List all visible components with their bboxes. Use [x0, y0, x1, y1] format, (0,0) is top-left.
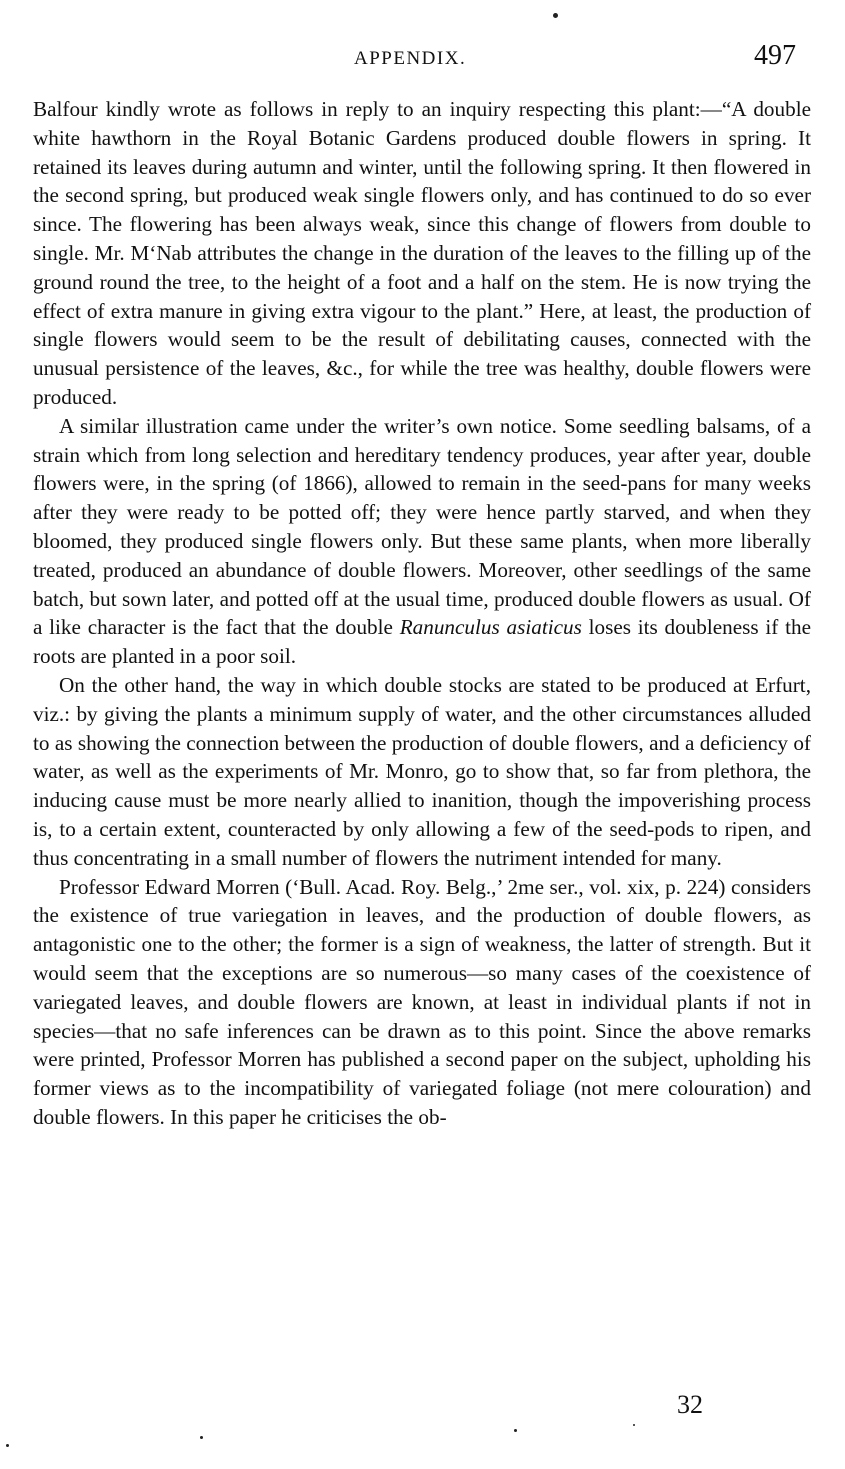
- paragraph-3: On the other hand, the way in which double stocks are stated to be produced at Erfurt, viz.: by giving the plants a minimum supply of water, and the other circumstances alluded to as showing the connection between the production of double flowers, and a deficiency of water, as well as the experiments of Mr. Monro, go to show that, so far from plethora, the inducing cause must be more nearly allied to inanition, though the impoverishing process is, to a certain extent, counteracted by only allowing a few of the seed-pods to ripen, and thus concentrating in a small number of flowers the nutriment intended for many.: [33, 672, 811, 870]
- ink-speck: [200, 1436, 203, 1439]
- body-text: [33, 95, 811, 1132]
- page-number: 497: [754, 40, 796, 71]
- paragraph-4: Professor Edward Morren (‘Bull. Acad. Roy. Belg.,’ 2me ser., vol. xix, p. 224) considers the existence of true variegation in leaves, and the production of double flowers, as antagonistic one to the other; the former is a sign of weakness, the latter of strength. But it would seem that the exceptions are so numerous—so many cases of the coexistence of variegated leaves, and double flowers are known, at least in individual plants if not in species—that no safe inferences can be drawn as to this point. Since the above remarks were printed, Professor Morren has published a second paper on the subject, upholding his former views as to the incompatibility of variegated foliage (not mere colouration) and double flowers. In this paper he criticises the ob-: [33, 874, 811, 1129]
- species-name-italic: Ranunculus asiaticus: [399, 615, 582, 640]
- paragraph-2-text-before: A similar illustration came under the writer’s own notice. Some seedling balsams, of a strain which from long selection and hereditary tendency produces, year after year, double flowers were, in the spring (of 1866), allowed to remain in the seed-pans for many weeks after they were ready to be potted off; they were hence partly starved, and when they bloomed, they produced single flowers only. But these same plants, when more liberally treated, produced an abundance of double flowers. Moreover, other seedlings of the same batch, but sown later, and potted off at the usual time, produced double flowers as usual. Of a like character is the fact that the double: [33, 413, 811, 640]
- signature-mark: 32: [677, 1390, 703, 1419]
- paragraph-1: Balfour kindly wrote as follows in reply to an inquiry respecting this plant:—“A double white hawthorn in the Royal Botanic Gardens produced double flowers in spring. It retained its leaves during autumn and winter, until the following spring. It then flowered in the second spring, but produced weak single flowers only, and has continued to do so ever since. The flowering has been always weak, since this change of flowers from double to single. Mr. M‘Nab attributes the change in the duration of the leaves to the filling up of the ground round the tree, to the height of a foot and a half on the stem. He is now trying the effect of extra manure in giving extra vigour to the plant.” Here, at least, the production of single flowers would seem to be the result of debilitating causes, connected with the unusual persistence of the leaves, &c., for while the tree was healthy, double flowers were produced.: [33, 97, 811, 409]
- running-header: [0, 40, 845, 80]
- ink-speck: [6, 1444, 9, 1447]
- paragraph-2-text-after: loses its doubleness if the roots are planted in a poor soil.: [33, 615, 812, 669]
- paragraph-2: [33, 412, 811, 671]
- ink-speck: [514, 1429, 517, 1432]
- running-title: APPENDIX.: [354, 48, 467, 69]
- ink-speck: [553, 13, 558, 18]
- ink-speck: [633, 1424, 635, 1426]
